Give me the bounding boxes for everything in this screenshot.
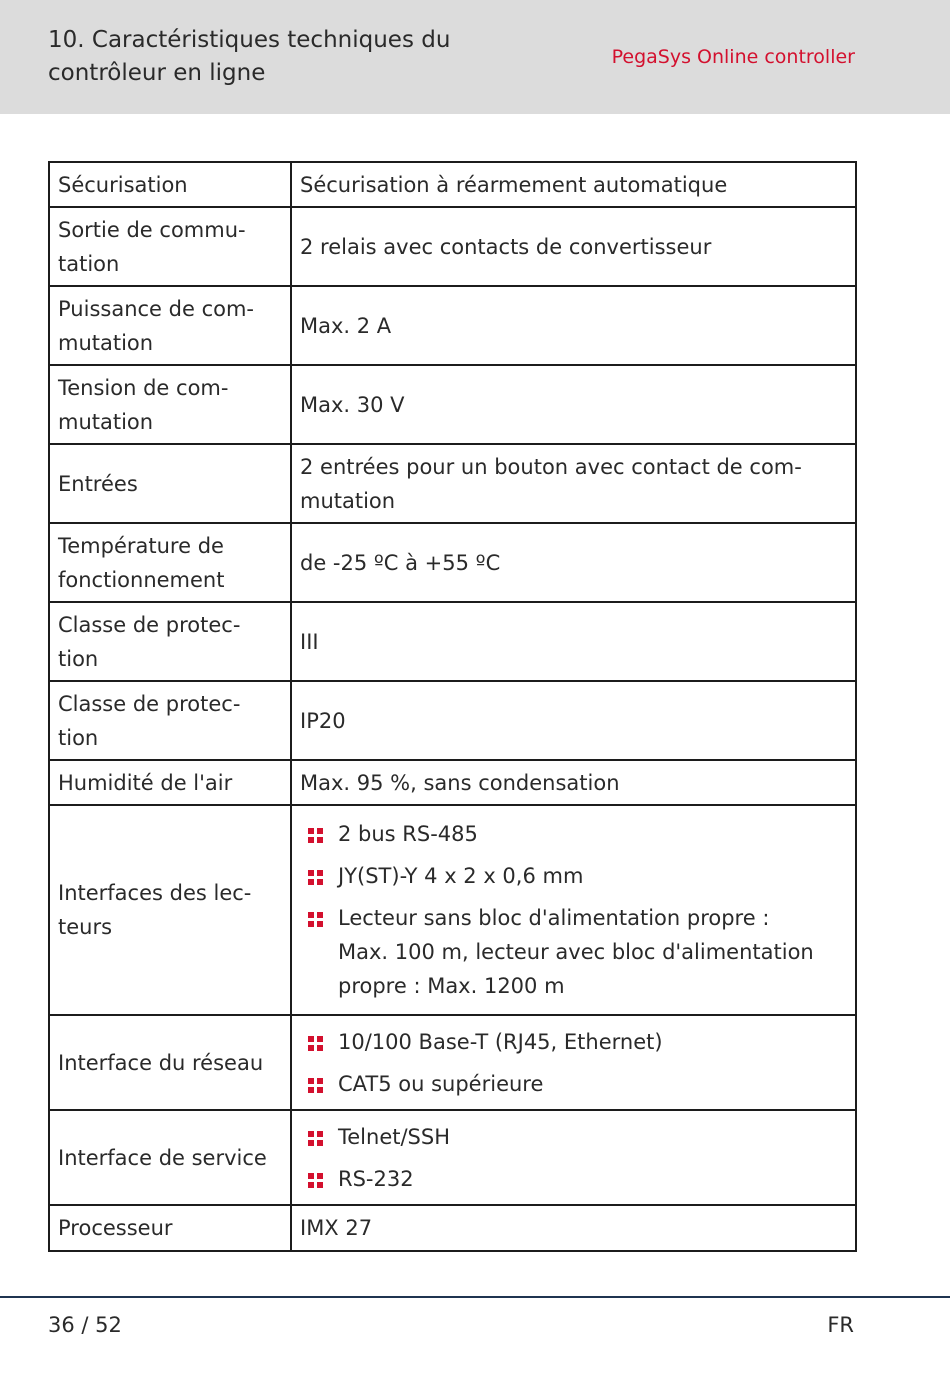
table-row xyxy=(49,1205,856,1251)
spec-label-cell xyxy=(49,602,291,681)
square-bullet-icon xyxy=(308,828,324,844)
spec-label: mutation xyxy=(58,330,154,355)
list-item xyxy=(300,1162,847,1196)
chapter-title xyxy=(48,24,468,90)
table-row xyxy=(49,444,856,523)
spec-label-cell xyxy=(49,162,291,207)
table-row xyxy=(49,207,856,286)
spec-value-cell xyxy=(291,162,856,207)
spec-label-cell xyxy=(49,444,291,523)
bullet-text: 2 bus RS-485 xyxy=(338,822,478,846)
spec-label: Processeur xyxy=(58,1216,173,1240)
spec-value: III xyxy=(300,629,319,654)
table-row xyxy=(49,602,856,681)
list-item xyxy=(300,1025,847,1059)
chapter-title-line: 10. Caractéristiques techniques du xyxy=(48,27,451,53)
spec-table xyxy=(48,161,857,1252)
square-bullet-icon xyxy=(308,870,324,886)
spec-value-cell xyxy=(291,1205,856,1251)
page-header xyxy=(0,0,950,114)
spec-value: IMX 27 xyxy=(300,1216,373,1240)
spec-label-cell xyxy=(49,1015,291,1110)
spec-value: 2 entrées pour un bouton avec contact de com- xyxy=(300,454,802,479)
spec-label-cell xyxy=(49,1205,291,1251)
spec-value-cell xyxy=(291,523,856,602)
spec-label: Entrées xyxy=(58,471,138,496)
square-bullet-icon xyxy=(308,1036,324,1052)
spec-label: Tension de com- xyxy=(58,375,229,400)
language-code: FR xyxy=(827,1313,854,1337)
spec-value-cell xyxy=(291,602,856,681)
bullet-text: Telnet/SSH xyxy=(338,1124,451,1149)
bullet-text: JY(ST)-Y 4 x 2 x 0,6 mm xyxy=(338,864,584,888)
spec-value-cell xyxy=(291,805,856,1015)
table-row xyxy=(49,760,856,805)
spec-label: Interfaces des lec- xyxy=(58,881,252,905)
product-name: PegaSys Online controller xyxy=(611,46,855,68)
spec-bullet-list xyxy=(300,817,847,1003)
bullet-text: RS-232 xyxy=(338,1166,414,1191)
spec-label: Classe de protec- xyxy=(58,612,241,637)
spec-label: Sortie de commu- xyxy=(58,217,246,242)
table-row xyxy=(49,1015,856,1110)
list-item xyxy=(300,1120,847,1154)
spec-bullet-list xyxy=(300,1025,847,1101)
table-row xyxy=(49,523,856,602)
spec-label: Interface du réseau xyxy=(58,1050,264,1075)
bullet-text: Lecteur sans bloc d'alimentation propre : xyxy=(338,906,770,930)
spec-label-cell xyxy=(49,1110,291,1205)
spec-label: Température de xyxy=(58,533,224,558)
spec-value: Sécurisation à réarmement automatique xyxy=(300,172,728,197)
spec-label: teurs xyxy=(58,915,113,939)
spec-label: tion xyxy=(58,725,99,750)
list-item xyxy=(300,859,847,893)
spec-value: IP20 xyxy=(300,708,346,733)
table-row xyxy=(49,681,856,760)
bullet-text: CAT5 ou supérieure xyxy=(338,1071,544,1096)
spec-value-cell xyxy=(291,365,856,444)
spec-value-cell xyxy=(291,681,856,760)
bullet-text: Max. 100 m, lecteur avec bloc d'alimentation xyxy=(338,940,814,964)
list-item xyxy=(300,1067,847,1101)
spec-label-cell xyxy=(49,681,291,760)
bullet-text: 10/100 Base-T (RJ45, Ethernet) xyxy=(338,1029,663,1054)
bullet-text: propre : Max. 1200 m xyxy=(338,974,565,998)
spec-label: Interface de service xyxy=(58,1145,267,1170)
spec-value: Max. 30 V xyxy=(300,392,405,417)
spec-label: Humidité de l'air xyxy=(58,770,233,795)
spec-label: tation xyxy=(58,251,120,276)
spec-label: tion xyxy=(58,646,99,671)
square-bullet-icon xyxy=(308,1078,324,1094)
spec-value: Max. 2 A xyxy=(300,313,392,338)
spec-value: de -25 ºC à +55 ºC xyxy=(300,550,501,575)
chapter-title-line: contrôleur en ligne xyxy=(48,60,266,86)
spec-label-cell xyxy=(49,523,291,602)
spec-value: mutation xyxy=(300,488,396,513)
spec-value: 2 relais avec contacts de convertisseur xyxy=(300,234,712,259)
list-item xyxy=(300,817,847,851)
square-bullet-icon xyxy=(308,912,324,928)
spec-value-cell xyxy=(291,444,856,523)
table-row xyxy=(49,1110,856,1205)
table-row xyxy=(49,805,856,1015)
spec-label: Sécurisation xyxy=(58,172,188,197)
spec-label: mutation xyxy=(58,409,154,434)
spec-value-cell xyxy=(291,207,856,286)
spec-label: fonctionnement xyxy=(58,567,225,592)
spec-value: Max. 95 %, sans condensation xyxy=(300,770,620,795)
square-bullet-icon xyxy=(308,1173,324,1189)
spec-label: Puissance de com- xyxy=(58,296,254,321)
page-number: 36 / 52 xyxy=(48,1313,122,1337)
spec-label-cell xyxy=(49,207,291,286)
spec-label-cell xyxy=(49,286,291,365)
spec-label-cell xyxy=(49,805,291,1015)
spec-value-cell xyxy=(291,1110,856,1205)
list-item xyxy=(300,901,847,1003)
spec-label-cell xyxy=(49,365,291,444)
spec-value-cell xyxy=(291,1015,856,1110)
spec-label: Classe de protec- xyxy=(58,691,241,716)
table-row xyxy=(49,162,856,207)
spec-value-cell xyxy=(291,286,856,365)
spec-value-cell xyxy=(291,760,856,805)
table-row xyxy=(49,286,856,365)
footer-divider xyxy=(0,1296,950,1298)
spec-bullet-list xyxy=(300,1120,847,1196)
spec-label-cell xyxy=(49,760,291,805)
square-bullet-icon xyxy=(308,1131,324,1147)
table-row xyxy=(49,365,856,444)
